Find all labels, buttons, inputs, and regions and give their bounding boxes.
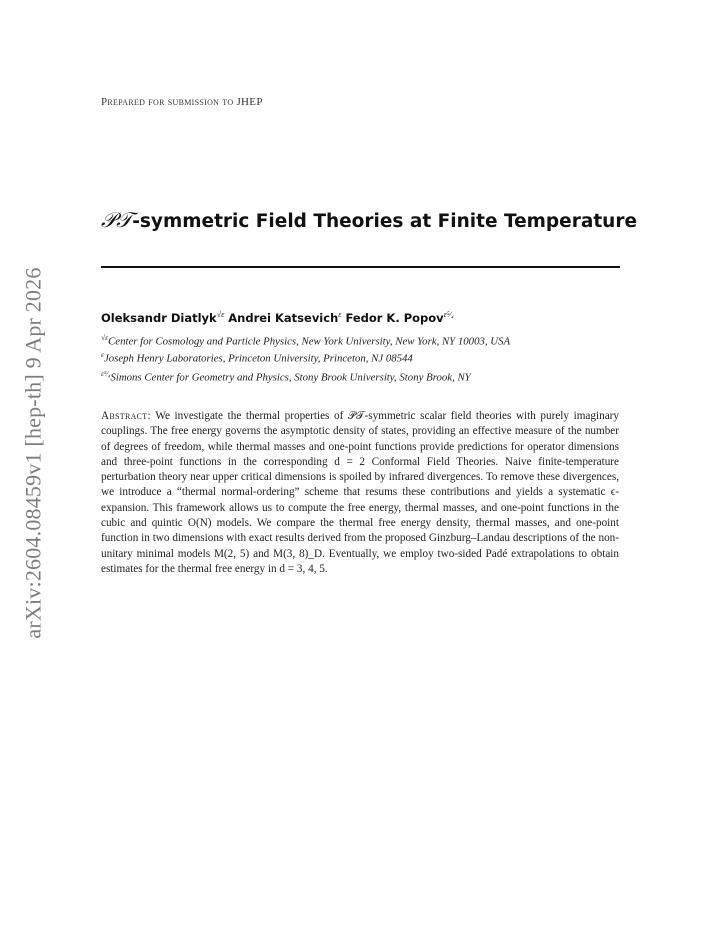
arxiv-stamp: [20, 264, 48, 642]
prepared-for-submission: Prepared for submission to JHEP: [101, 96, 263, 108]
affiliation-mark: ε: [101, 350, 104, 359]
title-pt: 𝒫𝒯: [101, 208, 133, 232]
author-mark: ε: [338, 310, 342, 319]
paper-title: [101, 208, 637, 233]
author-mark: ε⁵⁄₄: [443, 310, 454, 319]
abstract-label: Abstract:: [101, 410, 151, 422]
affiliation: [101, 369, 471, 384]
author-list: [101, 310, 454, 325]
affiliation: [101, 350, 413, 365]
affiliation-mark: √ε: [101, 333, 109, 342]
affiliation-mark: ε⁵⁄₄: [101, 369, 111, 378]
author-name: Fedor K. Popov: [345, 310, 444, 325]
affiliation: [101, 333, 510, 348]
affiliation-text: Joseph Henry Laboratories, Princeton University, Princeton, NJ 08544: [103, 352, 413, 365]
title-rule: [101, 266, 620, 268]
author-mark: √ε: [216, 310, 225, 319]
arxiv-id: arXiv:2604.08459v1 [hep-th] 9 Apr 2026: [21, 267, 47, 639]
affiliation-text: Center for Cosmology and Particle Physics, New York University, New York, NY 10003, USA: [108, 335, 511, 348]
title-rest: -symmetric Field Theories at Finite Temperature: [132, 211, 638, 232]
abstract: [101, 409, 619, 577]
author-name: Andrei Katsevich: [228, 310, 339, 325]
author-name: Oleksandr Diatlyk: [101, 310, 217, 325]
affiliation-text: Simons Center for Geometry and Physics, Stony Brook University, Stony Brook, NY: [110, 371, 471, 384]
abstract-text: We investigate the thermal properties of 𝒫𝒯-symmetric scalar field theories with purely imaginary couplings. The free energy governs the asymptotic density of states, providing an effective measure of the number of degrees of freedom, while thermal masses and one-point functions provide predictions for operator dimensions and three-point functions in the corresponding d = 2 Conformal Field Theories. Naive finite-temperature perturbation theory near upper critical dimensions is spoiled by infrared divergences. To remove these divergences, we introduce a “thermal normal-ordering” scheme that resums these contributions and yields a systematic ϵ-expansion. This framework allows us to compute the free energy, thermal masses, and one-point functions in the cubic and quintic O(N) models. We compare the thermal free energy density, thermal masses, and one-point function in two dimensions with exact results derived from the proposed Ginzburg–Landau descriptions of the non-unitary minimal models M(2, 5) and M(3, 8)_D. Eventually, we employ two-sided Padé extrapolations to obtain estimates for the thermal free energy in d = 3, 4, 5.: [101, 410, 619, 575]
